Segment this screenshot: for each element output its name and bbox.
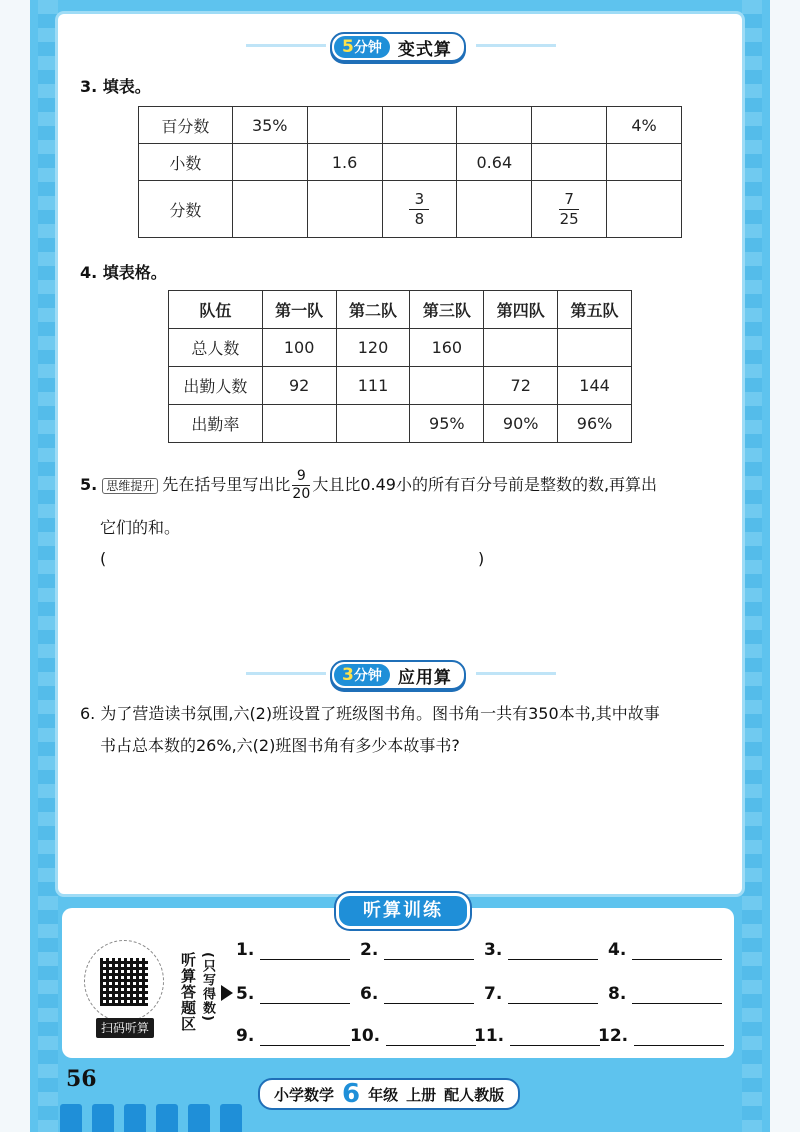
row-header: 百分数 bbox=[139, 107, 233, 144]
book-footer bbox=[258, 1078, 520, 1110]
column-header: 第二队 bbox=[336, 291, 410, 329]
page-margin-right bbox=[770, 0, 800, 1132]
table-cell: 4% bbox=[607, 107, 682, 144]
q5-text-b: 大且比0.49小的所有百分号前是整数的数,再算出 bbox=[312, 475, 658, 494]
table-header-row bbox=[169, 291, 632, 329]
table-cell: 160 bbox=[410, 329, 484, 367]
page-tab bbox=[124, 1104, 146, 1132]
section-header-applied bbox=[330, 660, 466, 690]
table-cell bbox=[232, 181, 307, 238]
column-header: 队伍 bbox=[169, 291, 263, 329]
table-cell bbox=[262, 405, 336, 443]
table-cell bbox=[307, 181, 382, 238]
row-header: 出勤人数 bbox=[169, 367, 263, 405]
table-row bbox=[169, 329, 632, 367]
scan-label: 扫码听算 bbox=[96, 1018, 154, 1038]
section-title: 应用算 bbox=[397, 667, 452, 688]
answer-slot[interactable]: 6. bbox=[360, 984, 474, 1004]
table-cell: 72 bbox=[484, 367, 558, 405]
answer-slot[interactable]: 3. bbox=[484, 940, 598, 960]
footer-grade: 6 bbox=[342, 1079, 361, 1109]
q5-line2: 它们的和。 bbox=[100, 518, 181, 537]
arrow-right-icon bbox=[221, 985, 233, 1001]
fraction-numerator: 7 bbox=[564, 190, 574, 208]
table-cell bbox=[410, 367, 484, 405]
table-cell: 90% bbox=[484, 405, 558, 443]
q3-table bbox=[138, 106, 682, 238]
q5-text-a: 先在括号里写出比 bbox=[162, 475, 291, 494]
answer-slot[interactable]: 10. bbox=[350, 1026, 476, 1046]
table-cell: 96% bbox=[558, 405, 632, 443]
answer-slot[interactable]: 7. bbox=[484, 984, 598, 1004]
row-header: 出勤率 bbox=[169, 405, 263, 443]
footer-volume: 上册 bbox=[406, 1085, 437, 1104]
q4-title: 4. 填表格。 bbox=[80, 263, 167, 282]
qr-code-icon[interactable] bbox=[100, 958, 148, 1006]
table-cell: 92 bbox=[262, 367, 336, 405]
table-cell bbox=[607, 181, 682, 238]
q3-title: 3. 填表。 bbox=[80, 77, 151, 96]
table-cell bbox=[607, 144, 682, 181]
column-header: 第一队 bbox=[262, 291, 336, 329]
table-cell bbox=[382, 107, 457, 144]
table-cell bbox=[336, 405, 410, 443]
answer-slot[interactable]: 1. bbox=[236, 940, 350, 960]
q4-table bbox=[168, 290, 632, 443]
table-cell bbox=[484, 329, 558, 367]
answer-slot[interactable]: 12. bbox=[598, 1026, 724, 1046]
page-number: 56 bbox=[66, 1066, 97, 1092]
fraction bbox=[292, 468, 310, 503]
table-row bbox=[139, 144, 682, 181]
listening-title: 听算训练 bbox=[336, 893, 470, 929]
answer-area-label: 听算答题区 bbox=[179, 952, 197, 1032]
table-cell bbox=[532, 107, 607, 144]
table-cell: 100 bbox=[262, 329, 336, 367]
section-title: 变式算 bbox=[397, 39, 452, 60]
footer-grade-unit: 年级 bbox=[368, 1085, 399, 1104]
table-cell: 0.64 bbox=[457, 144, 532, 181]
answer-slot[interactable]: 9. bbox=[236, 1026, 350, 1046]
table-row bbox=[139, 107, 682, 144]
fraction-denominator: 8 bbox=[414, 210, 425, 228]
table-cell: 144 bbox=[558, 367, 632, 405]
table-cell: 1.6 bbox=[307, 144, 382, 181]
table-cell: 35% bbox=[232, 107, 307, 144]
answer-paren-close: ) bbox=[478, 549, 485, 568]
table-row bbox=[169, 405, 632, 443]
row-header: 总人数 bbox=[169, 329, 263, 367]
q5-tag: 思维提升 bbox=[102, 478, 158, 494]
table-cell bbox=[382, 144, 457, 181]
section-rule-right bbox=[476, 44, 556, 47]
table-cell bbox=[532, 144, 607, 181]
table-cell bbox=[457, 107, 532, 144]
table-cell bbox=[382, 181, 457, 238]
q5-question bbox=[80, 468, 657, 503]
answer-slot[interactable]: 11. bbox=[474, 1026, 600, 1046]
time-badge: 3分钟 bbox=[334, 664, 390, 686]
table-cell bbox=[457, 181, 532, 238]
fraction-denominator: 25 bbox=[559, 210, 579, 228]
table-cell bbox=[232, 144, 307, 181]
page-tab bbox=[156, 1104, 178, 1132]
fraction-numerator: 9 bbox=[296, 468, 306, 484]
table-cell bbox=[307, 107, 382, 144]
answer-paren-open: ( bbox=[100, 549, 107, 568]
row-header: 分数 bbox=[139, 181, 233, 238]
page-tab bbox=[60, 1104, 82, 1132]
section-rule-left bbox=[246, 44, 326, 47]
fraction-denominator: 20 bbox=[292, 486, 311, 502]
q6-line2: 书占总本数的26%,六(2)班图书角有多少本故事书? bbox=[100, 736, 460, 755]
section-rule-right bbox=[476, 672, 556, 675]
answer-slot[interactable]: 5. bbox=[236, 984, 350, 1004]
answer-slot[interactable]: 4. bbox=[608, 940, 722, 960]
fraction-numerator: 3 bbox=[414, 190, 425, 208]
row-header: 小数 bbox=[139, 144, 233, 181]
fraction bbox=[409, 190, 429, 229]
column-header: 第五队 bbox=[558, 291, 632, 329]
section-header-variant bbox=[330, 32, 466, 62]
table-row bbox=[139, 181, 682, 238]
page-margin-left bbox=[0, 0, 30, 1132]
fraction bbox=[559, 190, 579, 229]
wavy-border-right bbox=[742, 0, 762, 1132]
time-badge: 5分钟 bbox=[334, 36, 390, 58]
answer-slot[interactable]: 8. bbox=[608, 984, 722, 1004]
page-tab bbox=[220, 1104, 242, 1132]
table-cell bbox=[532, 181, 607, 238]
table-cell bbox=[558, 329, 632, 367]
page-tab bbox=[188, 1104, 210, 1132]
column-header: 第四队 bbox=[484, 291, 558, 329]
section-rule-left bbox=[246, 672, 326, 675]
page-tab bbox=[92, 1104, 114, 1132]
table-row bbox=[169, 367, 632, 405]
table-cell: 95% bbox=[410, 405, 484, 443]
q6-line1: 6. 为了营造读书氛围,六(2)班设置了班级图书角。图书角一共有350本书,其中故事 bbox=[80, 704, 660, 723]
table-cell: 111 bbox=[336, 367, 410, 405]
wavy-border-left bbox=[38, 0, 58, 1132]
column-header: 第三队 bbox=[410, 291, 484, 329]
footer-subject: 小学数学 bbox=[274, 1085, 335, 1104]
q5-number: 5. bbox=[80, 475, 98, 494]
answer-area-note: (只写得数) bbox=[200, 952, 215, 1022]
answer-slot[interactable]: 2. bbox=[360, 940, 474, 960]
table-cell: 120 bbox=[336, 329, 410, 367]
footer-edition: 配人教版 bbox=[444, 1085, 505, 1104]
